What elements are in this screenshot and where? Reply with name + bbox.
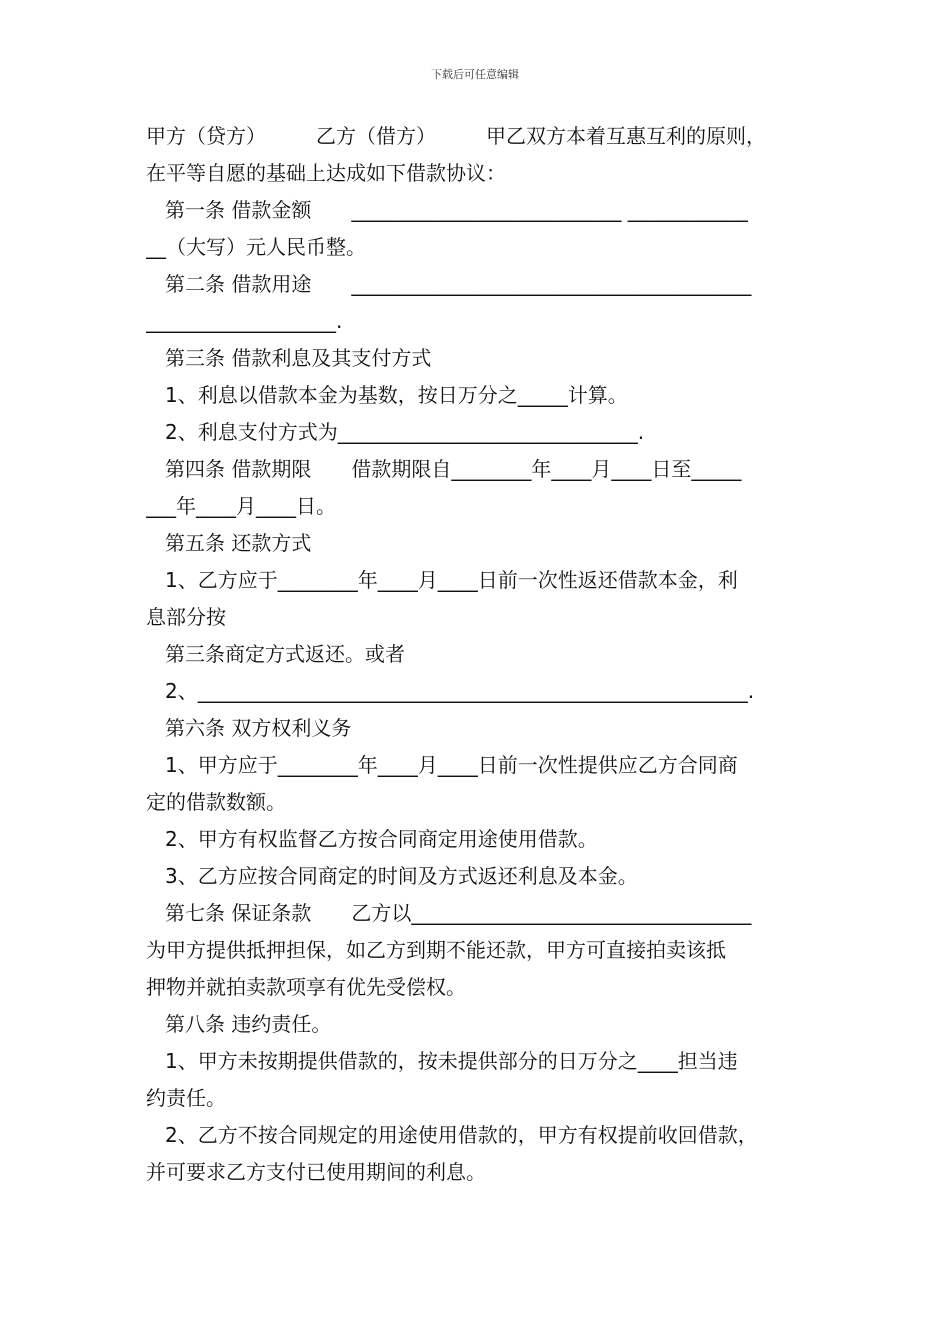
contract-line: 第一条 借款金额 ___________________________ ____________ (165, 198, 748, 222)
contract-line: 第四条 借款期限 借款期限自________年____月____日至_____ (165, 457, 742, 481)
contract-line: 2、利息支付方式为______________________________. (165, 420, 645, 444)
contract-line: 第三条商定方式返还。或者 (165, 642, 405, 666)
contract-line: 1、乙方应于________年____月____日前一次性返还借款本金，利 (165, 568, 738, 592)
contract-line: 第七条 保证条款 乙方以__________________________________ (165, 901, 752, 925)
contract-line: 第三条 借款利息及其支付方式 (165, 346, 432, 370)
page-header: 下载后可任意编辑 (431, 68, 519, 81)
contract-body (146, 118, 826, 1191)
contract-line: 为甲方提供抵押担保，如乙方到期不能还款，甲方可直接拍卖该抵 (146, 938, 726, 962)
contract-line: 2、甲方有权监督乙方按合同商定用途使用借款。 (165, 827, 598, 851)
contract-line: 在平等自愿的基础上达成如下借款协议： (146, 161, 506, 185)
contract-line: 第八条 违约责任。 (165, 1012, 332, 1036)
contract-line: ___________________. (146, 309, 343, 333)
contract-line: 约责任。 (146, 1086, 226, 1110)
contract-line: 息部分按 (146, 605, 226, 629)
contract-line: 1、甲方未按期提供借款的，按未提供部分的日万分之____担当违 (165, 1049, 738, 1073)
contract-line: 1、利息以借款本金为基数，按日万分之_____计算。 (165, 383, 628, 407)
contract-line: 押物并就拍卖款项享有优先受偿权。 (146, 975, 466, 999)
contract-line: 甲方（贷方） 乙方（借方） 甲乙双方本着互惠互利的原则， (146, 124, 766, 148)
contract-line: 3、乙方应按合同商定的时间及方式返还利息及本金。 (165, 864, 638, 888)
contract-line: 2、乙方不按合同规定的用途使用借款的，甲方有权提前收回借款， (165, 1123, 758, 1147)
contract-line: ___年____月____日。 (146, 494, 336, 518)
contract-line: __（大写）元人民币整。 (146, 235, 366, 259)
contract-line: 1、甲方应于________年____月____日前一次性提供应乙方合同商 (165, 753, 738, 777)
contract-line: 并可要求乙方支付已使用期间的利息。 (146, 1160, 486, 1184)
contract-line: 定的借款数额。 (146, 790, 286, 814)
contract-line: 第五条 还款方式 (165, 531, 312, 555)
contract-line: 2、_______________________________________________________. (165, 679, 755, 703)
contract-line: 第二条 借款用途 ________________________________________ (165, 272, 752, 296)
contract-line: 第六条 双方权利义务 (165, 716, 352, 740)
